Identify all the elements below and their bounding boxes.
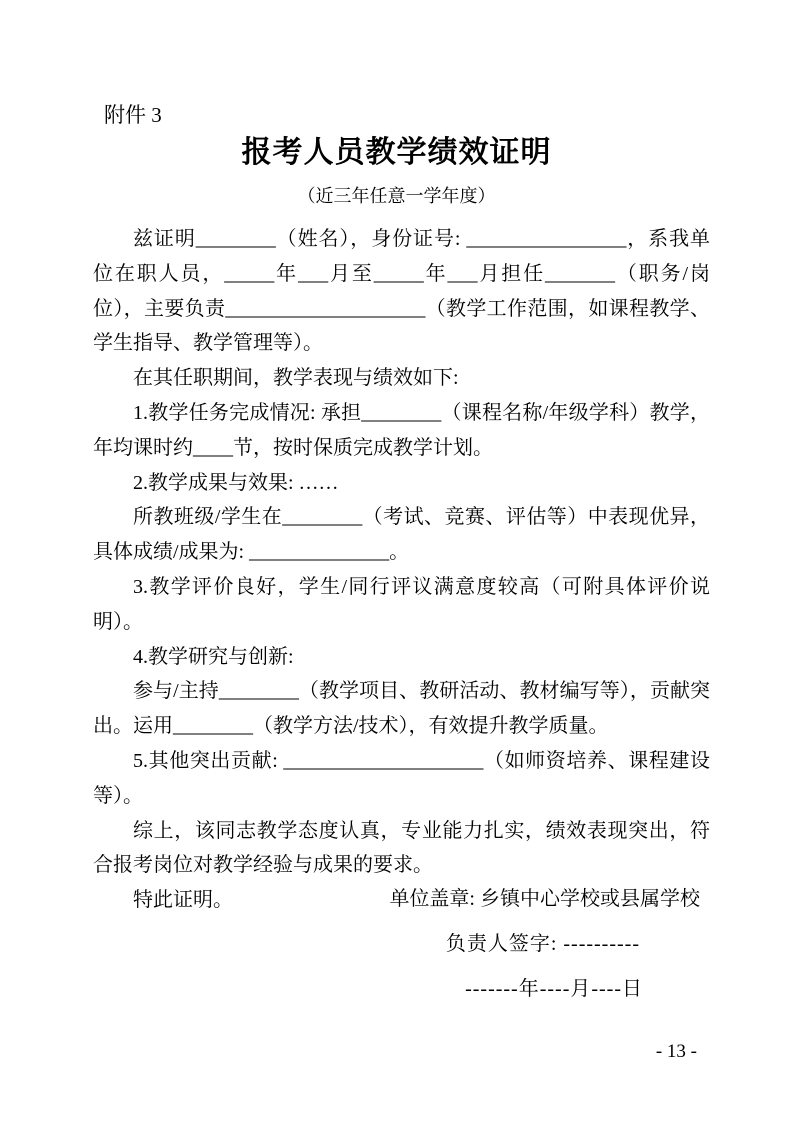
unit-seal-line: 单位盖章: 乡镇中心学校或县属学校: [389, 888, 700, 910]
item2-teaching-results: 2.教学成果与效果: ……: [133, 471, 339, 494]
signer-signature-line: 负责人签字: ----------: [445, 933, 640, 955]
document-subtitle: （近三年任意一学年度）: [297, 186, 496, 206]
item3-teaching-evaluation: 3.教学评价良好，学生/同行评议满意度较高（可附具体评价说明）。: [93, 575, 710, 633]
signature-block: [93, 877, 700, 1012]
summary-paragraph: 综上，该同志教学态度认真，专业能力扎实，绩效表现突出，符合报考岗位对教学经验与成果的要求。: [93, 819, 710, 877]
intro-certify-paragraph: 兹证明________（姓名），身份证号: ________________，系我单位在职人员，_____年___月至_____年___月担任_______（职务/岗位），主要负责____________________（教学工作范围，如课程教学、学生指导、教学管理等）。: [93, 228, 710, 355]
item1-teaching-tasks: 1.教学任务完成情况: 承担________（课程名称/年级学科）教学，年均课时约____节，按时保质完成教学计划。: [93, 401, 710, 459]
closing-line: 特此证明。: [133, 889, 233, 912]
document-body: [93, 222, 710, 918]
page-number: - 13 -: [655, 1041, 697, 1062]
item5-other-contributions: 5.其他突出贡献: ____________________（如师资培养、课程建设等）。: [93, 749, 710, 807]
date-line: -------年----月----日: [465, 978, 643, 1000]
document-title: 报考人员教学绩效证明: [241, 136, 552, 169]
item4-participation-detail: 参与/主持________（教学项目、教研活动、教材编写等），贡献突出。运用________（教学方法/技术），有效提升教学质量。: [93, 680, 710, 738]
attachment-label: 附件 3: [104, 103, 162, 127]
item4-research-innovation: 4.教学研究与创新:: [133, 645, 294, 668]
performance-intro-line: 在其任职期间，教学表现与绩效如下:: [133, 367, 459, 390]
item2-class-performance-detail: 所教班级/学生在________（考试、竞赛、评估等）中表现优异，具体成绩/成果为: ______________。: [93, 506, 710, 564]
